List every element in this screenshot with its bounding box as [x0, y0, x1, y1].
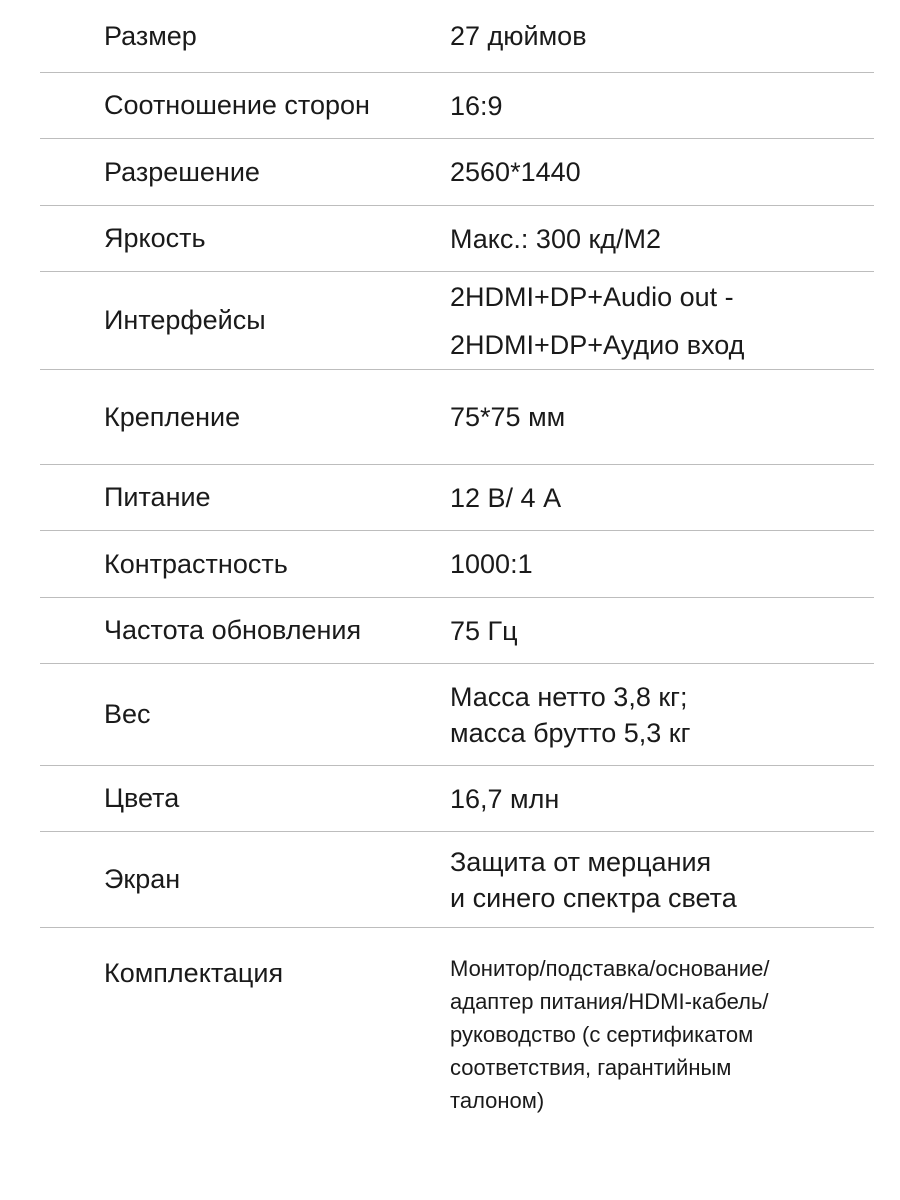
spec-value-line: руководство (с сертификатом	[450, 1022, 754, 1047]
spec-value-line: Масса нетто 3,8 кг;	[450, 681, 688, 712]
spec-row-brightness	[40, 206, 874, 272]
spec-value-line: адаптер питания/HDMI-кабель/	[450, 989, 769, 1014]
spec-value	[450, 465, 561, 530]
spec-row-power	[40, 465, 874, 531]
spec-value	[450, 664, 690, 765]
spec-label: Разрешение	[104, 156, 260, 187]
spec-row-weight	[40, 664, 874, 766]
spec-label: Вес	[104, 699, 151, 729]
spec-value	[450, 832, 737, 927]
spec-value-line: 16,7 млн	[450, 783, 560, 814]
spec-label: Яркость	[104, 223, 206, 253]
spec-row-refresh-rate	[40, 598, 874, 664]
spec-row-resolution	[40, 139, 874, 206]
spec-value-line: 2HDMI+DP+Audio out -	[450, 281, 734, 312]
spec-value	[450, 370, 565, 464]
spec-row-screen	[40, 832, 874, 928]
spec-value-line: 2HDMI+DP+Аудио вход	[450, 329, 745, 360]
spec-value	[450, 73, 503, 138]
spec-value	[450, 139, 581, 205]
spec-value-line: Защита от мерцания	[450, 846, 712, 877]
spec-value-line: 12 В/ 4 А	[450, 482, 562, 513]
spec-value	[450, 531, 533, 597]
spec-label: Экран	[104, 864, 181, 894]
spec-value-line: 75*75 мм	[450, 402, 566, 432]
spec-label: Комплектация	[104, 958, 284, 988]
spec-label: Крепление	[104, 401, 241, 432]
spec-value	[450, 928, 769, 1138]
spec-row-package-contents	[40, 928, 874, 1138]
spec-label: Интерфейсы	[104, 305, 266, 335]
spec-value-line: соответствия, гарантийным	[450, 1055, 732, 1080]
spec-label: Цвета	[104, 783, 180, 813]
spec-label: Питание	[104, 482, 211, 512]
spec-value-line: 75 Гц	[450, 615, 518, 646]
spec-row-colors	[40, 766, 874, 832]
spec-label: Размер	[104, 20, 197, 51]
spec-value-line: и синего спектра света	[450, 882, 737, 913]
spec-value-line: Макс.: 300 кд/М2	[450, 223, 662, 254]
spec-value	[450, 206, 661, 271]
spec-value-line: 16:9	[450, 90, 503, 121]
spec-value-line: 27 дюймов	[450, 21, 587, 51]
spec-value	[450, 0, 587, 72]
spec-row-aspect-ratio	[40, 73, 874, 139]
spec-row-size	[40, 0, 874, 73]
spec-row-contrast	[40, 531, 874, 598]
spec-row-interfaces	[40, 272, 874, 370]
spec-value-line: 1000:1	[450, 549, 533, 579]
spec-value-line: талоном)	[450, 1088, 545, 1113]
spec-value	[450, 598, 518, 663]
spec-value-line: Монитор/подставка/основание/	[450, 956, 770, 981]
spec-label: Соотношение сторон	[104, 90, 370, 120]
spec-value	[450, 272, 744, 369]
spec-row-mounting	[40, 370, 874, 465]
spec-table	[40, 0, 874, 1138]
spec-label: Частота обновления	[104, 615, 362, 645]
spec-label: Контрастность	[104, 548, 288, 579]
spec-value	[450, 766, 559, 831]
spec-value-line: 2560*1440	[450, 157, 581, 187]
spec-value-line: масса брутто 5,3 кг	[450, 717, 691, 748]
